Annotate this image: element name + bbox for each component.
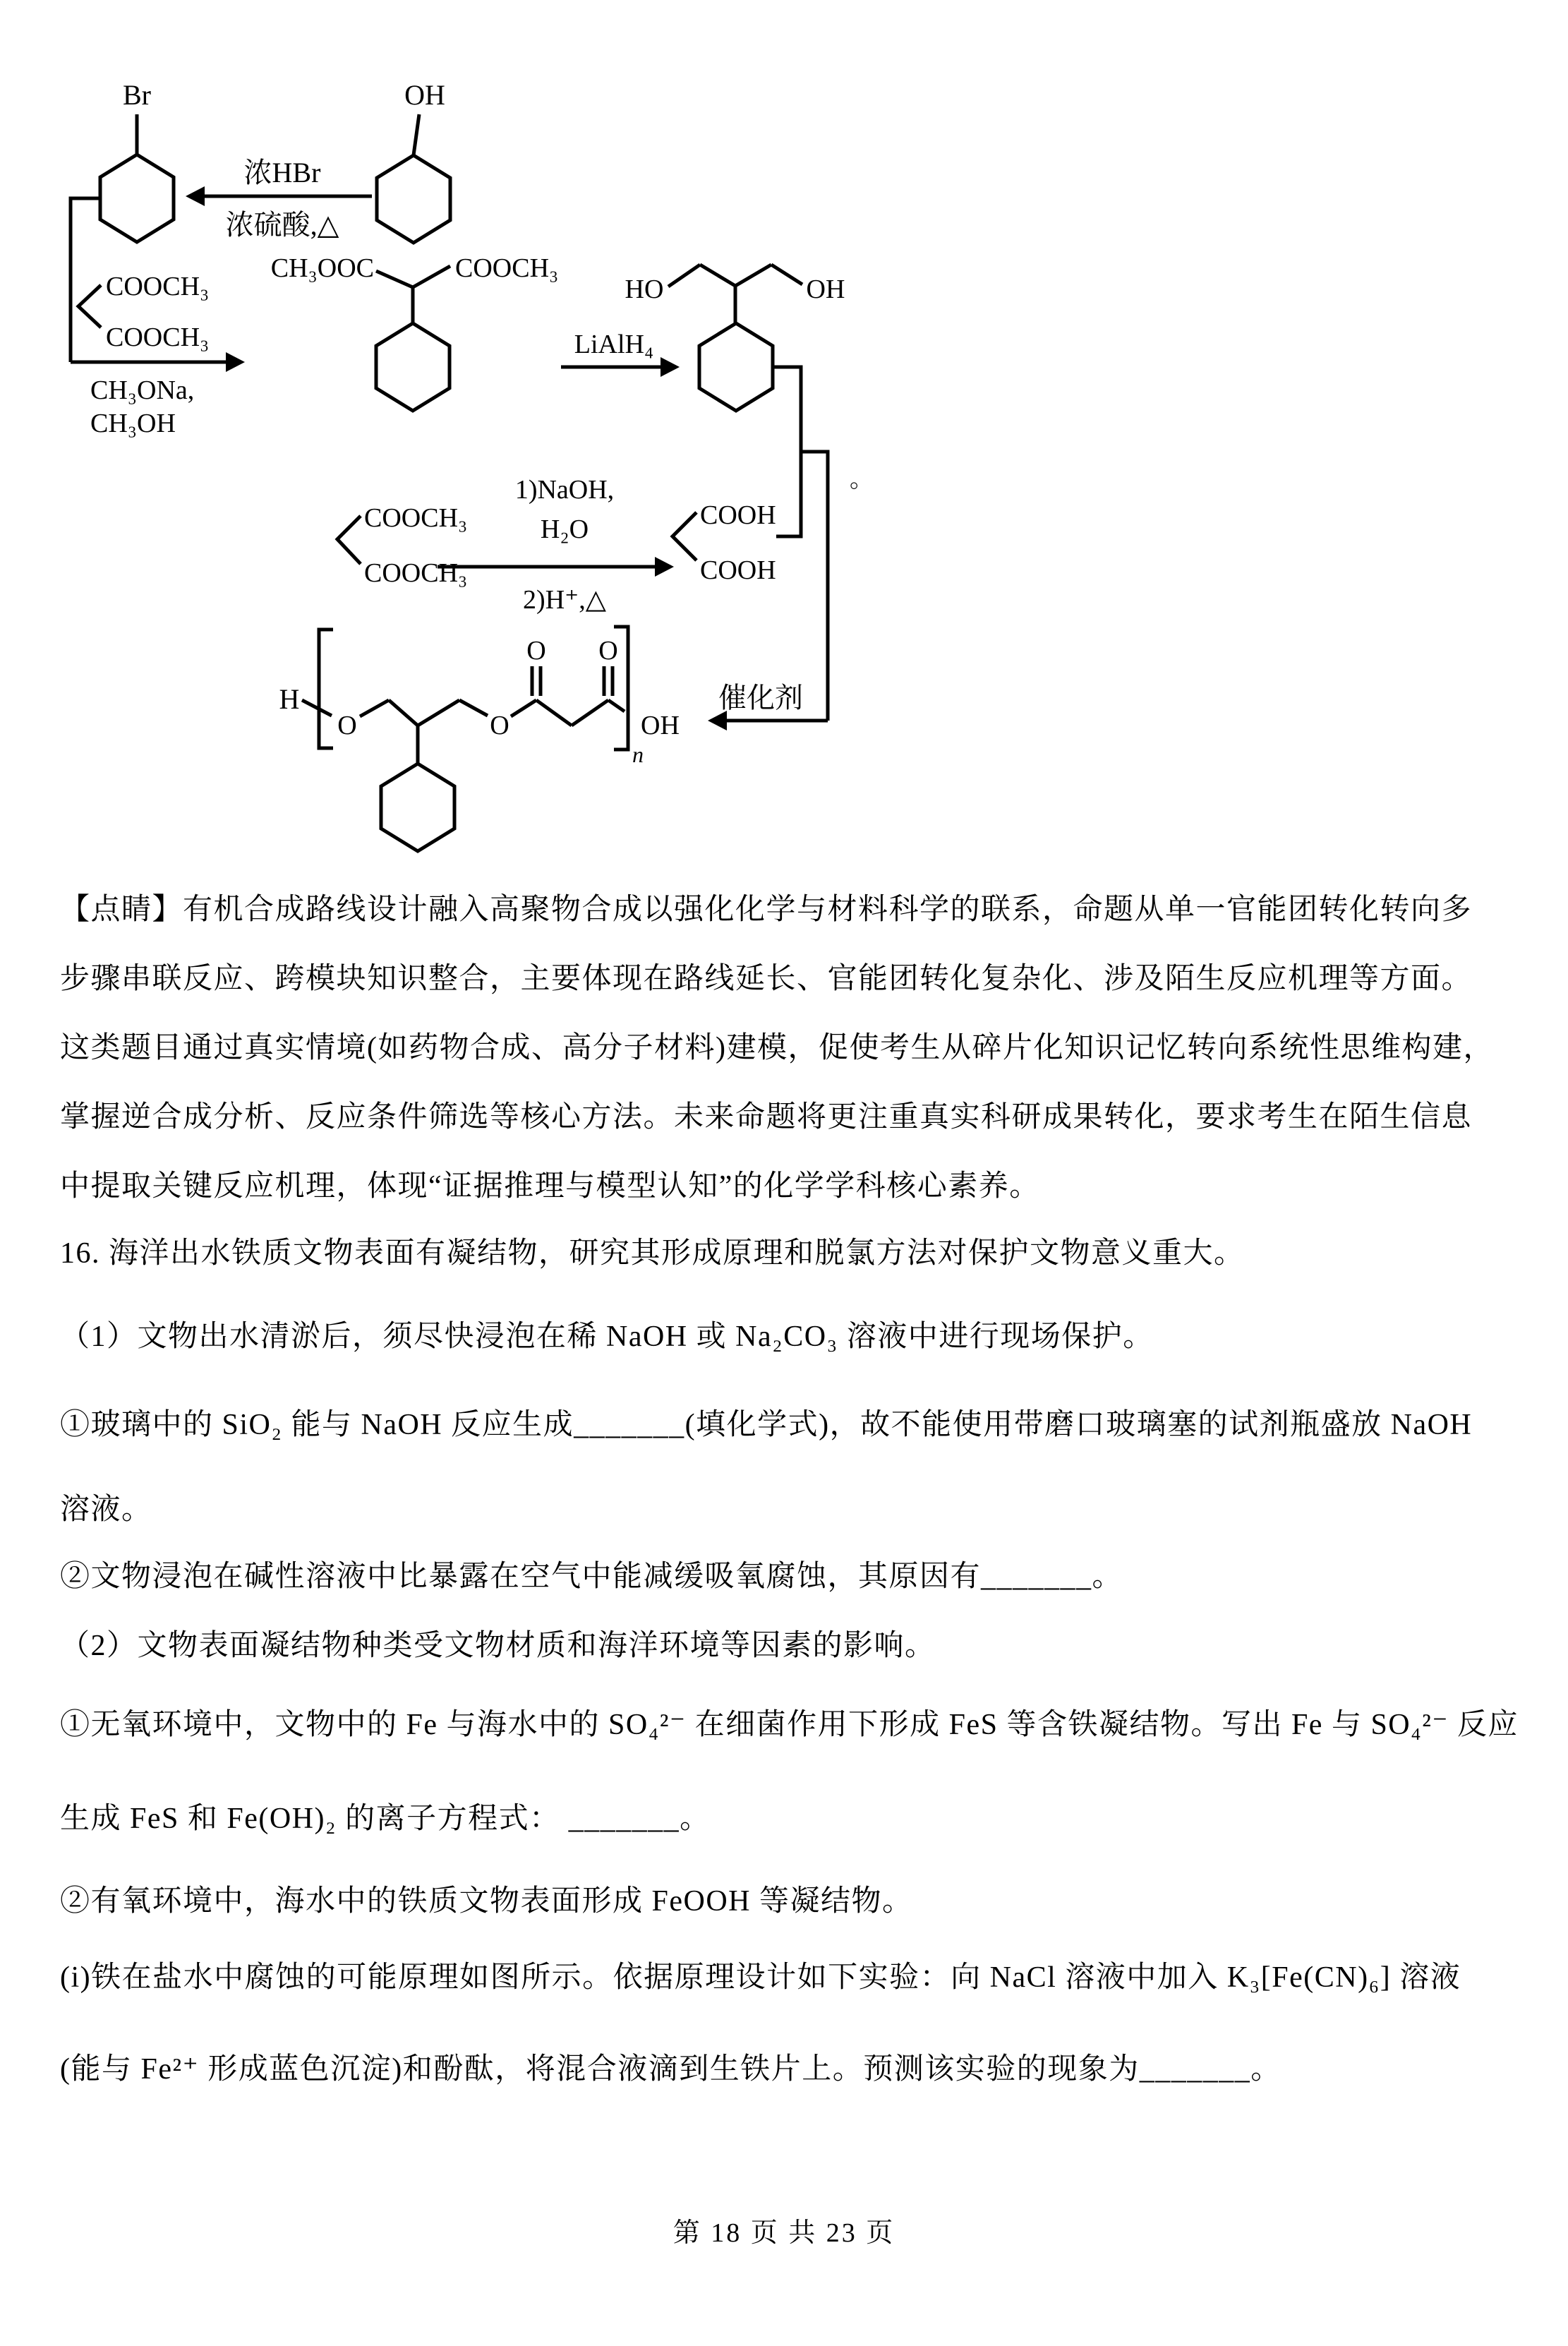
label-oh-top: OH [404,79,445,111]
arrow-lialh4-head [661,357,680,377]
arrow-catalyst-head [708,711,727,730]
malonate-v-bond [78,285,101,327]
label-ch3oh: CH₃OH [90,409,176,438]
poly-bond-4 [459,700,488,716]
connector-diol-down [773,367,801,536]
dianjing-line-1: 【点睛】有机合成路线设计融入高聚物合成以强化化学与材料科学的联系，命题从单一官能团转化转向多 [60,894,1473,926]
question-16-part2-sub2-i: (i)铁在盐水中腐蚀的可能原理如图所示。依据原理设计如下实验：向 NaCl 溶液中加入 K₃[Fe(CN)₆] 溶液 [60,1961,1461,1994]
label-row3-reactant-upper: COOCH₃ [364,503,468,533]
label-row3-product-lower: COOH [700,555,776,585]
dianjing-line-2: 步骤串联反应、跨模块知识整合，主要体现在路线延长、官能团转化复杂化、涉及陌生反应机理等方面。 [60,963,1473,995]
cyclohexane-ring-1 [100,155,174,242]
question-16-part2: （2）文物表面凝结物种类受文物材质和海洋环境等因素的影响。 [60,1630,936,1662]
row3-product-v [673,512,696,560]
synthesis-scheme [0,0,910,882]
arrow-malonate-head [226,352,245,372]
question-16-part2-sub1: ①无氧环境中，文物中的 Fe 与海水中的 SO₄²⁻ 在细菌作用下形成 FeS 等含铁凝结物。写出 Fe 与 SO₄²⁻ 反应 [60,1709,1519,1741]
label-row3-cond3: 2)H⁺,△ [523,585,606,615]
stray-period: 。 [850,467,874,493]
label-row3-cond1: 1)NaOH, [514,475,615,505]
p2-bond-right [413,266,450,287]
diol-bond-1 [668,265,700,287]
label-diol-ho: HO [625,275,664,304]
dianjing-line-3: 这类题目通过真实情境(如药物合成、高分子材料)建模，促使考生从碎片化知识记忆转向系统性思维构建， [60,1032,1494,1064]
label-malonate-upper: COOCH₃ [106,272,210,301]
label-lialh4: LiAlH₄ [574,330,654,359]
label-poly-oh: OH [641,711,680,740]
label-nong-liusuan: 浓硫酸,△ [225,209,339,241]
question-16-part1: （1）文物出水清淤后，须尽快浸泡在稀 NaOH 或 Na₂CO₃ 溶液中进行现场保护。 [60,1321,1154,1353]
label-product2-right: COOCH₃ [455,253,559,283]
p2-bond-left [376,271,413,287]
diol-bond-3 [735,265,771,286]
question-16-part1-sub2: ②文物浸泡在碱性溶液中比暴露在空气中能减缓吸氧腐蚀，其原因有_______。 [60,1560,1123,1593]
label-poly-n: n [632,742,644,767]
label-poly-o1: O [337,711,357,740]
cyclohexane-ring-2 [377,155,450,243]
poly-bond-3 [418,700,459,726]
dianjing-line-4: 掌握逆合成分析、反应条件筛选等核心方法。未来命题将更注重真实科研成果转化，要求考生在陌生信息 [60,1101,1473,1133]
dianjing-line-5: 中提取关键反应机理，体现“证据推理与模型认知”的化学学科核心素养。 [60,1170,1040,1203]
connector-left [71,198,100,362]
poly-h-bond [302,700,332,716]
row3-reactant-v [337,516,361,564]
label-catalyst: 催化剂 [718,682,803,714]
poly-bond-1 [360,700,389,716]
poly-bond-5 [511,700,536,716]
label-product2-left: CH₃OOC [270,253,374,283]
label-row3-product-upper: COOH [700,500,776,530]
cyclohexane-ring-5 [381,764,454,851]
poly-bond-6 [536,700,572,726]
cyclohexane-ring-3 [376,323,450,411]
connector-branch-down [801,452,828,721]
label-poly-o2: O [490,711,509,740]
question-16-part2-sub2-i-cont: (能与 Fe²⁺ 形成蓝色沉淀)和酚酞，将混合液滴到生铁片上。预测该实验的现象为_______。 [60,2053,1281,2086]
label-ch3ona: CH₃ONa, [90,375,195,405]
label-diol-oh: OH [806,275,845,304]
label-poly-h: H [279,683,300,715]
label-poly-dbl-o1: O [526,636,546,666]
question-16-part2-sub1-cont: 生成 FeS 和 Fe(OH)₂ 的离子方程式： _______。 [60,1803,711,1835]
cyclohexane-ring-4 [699,323,773,411]
arrow-hbr-head [186,186,205,206]
poly-bond-7 [572,700,608,726]
poly-bracket-left [319,630,333,748]
poly-bond-8 [608,700,625,711]
label-nong-hbr: 浓HBr [243,157,321,188]
label-row3-reactant-lower: COOCH₃ [364,558,468,588]
oh-bond [414,114,419,155]
label-row3-cond2: H₂O [540,515,589,544]
label-poly-dbl-o2: O [598,636,618,666]
arrow-hydrolysis-head [655,557,674,577]
question-16-part1-sub1-cont: 溶液。 [60,1493,152,1526]
poly-bond-2 [389,700,418,726]
question-16-part2-sub2: ②有氧环境中，海水中的铁质文物表面形成 FeOOH 等凝结物。 [60,1885,913,1918]
question-16-part1-sub1: ①玻璃中的 SiO₂ 能与 NaOH 反应生成_______(填化学式)，故不能使用带磨口玻璃塞的试剂瓶盛放 NaOH [60,1409,1473,1441]
label-malonate-lower: COOCH₃ [106,323,210,352]
footer-page-number: 第 18 页 共 23 页 [673,2218,895,2248]
question-16-stem: 16. 海洋出水铁质文物表面有凝结物，研究其形成原理和脱氯方法对保护文物意义重大。 [60,1237,1245,1270]
diol-bond-2 [700,265,735,286]
label-br: Br [123,79,151,111]
diol-bond-4 [771,265,802,284]
